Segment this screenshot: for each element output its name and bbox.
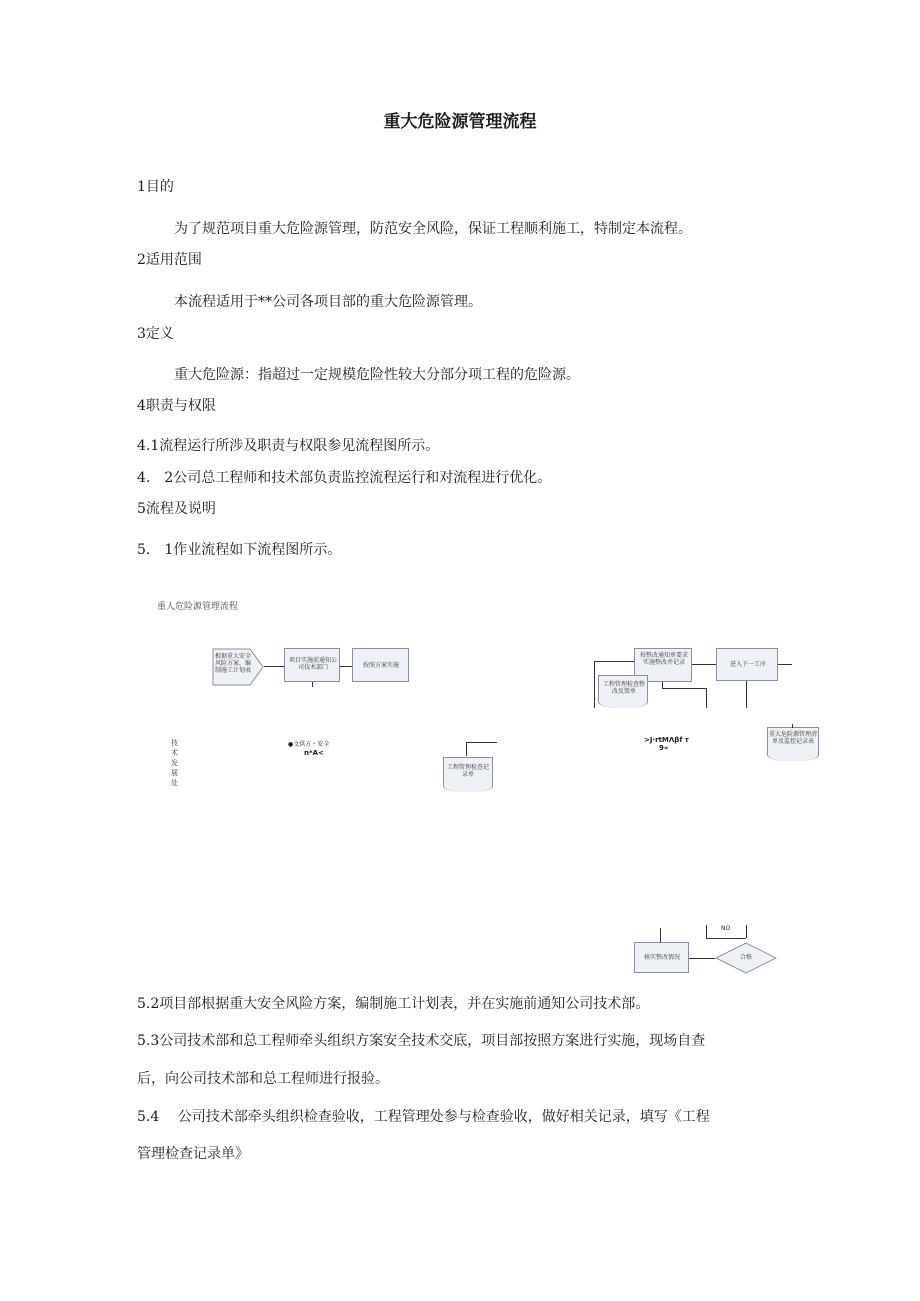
label-no: NO — [721, 925, 731, 932]
node-implement: 按照方案实施 — [362, 662, 399, 669]
connector — [746, 925, 747, 938]
connector — [264, 666, 284, 667]
connector — [312, 682, 313, 687]
connector — [660, 928, 661, 942]
connector — [466, 742, 497, 743]
section-4-heading: 4职责与权限 — [137, 398, 216, 414]
flowchart-caption: 重人危险源管理流程 — [157, 602, 239, 612]
connector — [466, 742, 467, 756]
node-verify: 核实整改情况 — [643, 954, 680, 961]
connector — [746, 681, 747, 708]
section-2-heading: 2适用范围 — [137, 252, 202, 268]
node-rectify-notice: 按整改通知单要求实施整改并记录 — [639, 652, 688, 666]
section-5-3-line-2: 后，向公司技术部和总工程师进行报验。 — [137, 1071, 389, 1087]
connector — [778, 664, 792, 665]
section-2-text: 本流程适用于**公司各项目部的重大危险源管理。 — [174, 294, 482, 310]
garbled-text-2: n*A< — [304, 749, 324, 757]
section-1-text: 为了规范项目重大危险源管理，防范安全风险，保证工程顺利施工，特制定本流程。 — [174, 221, 692, 237]
section-5-heading: 5流程及说明 — [137, 501, 216, 517]
section-4-1: 4.1流程运行所涉及职责与权限参见流程图所示。 — [137, 438, 440, 454]
node-plan: 根据重大安全风险方案，编制施工计划表 — [215, 653, 252, 674]
garbled-text-1: ●文供方・安全 — [288, 741, 330, 748]
garbled-text-4: 9« — [659, 744, 669, 752]
section-1-heading: 1目的 — [137, 179, 174, 195]
node-inspect-feedback: 工程管理检查整改反馈单 — [602, 681, 645, 695]
connector — [792, 724, 793, 728]
section-5-1: 5. 1作业流程如下流程图所示。 — [137, 542, 342, 558]
connector — [340, 666, 352, 667]
section-5-2: 5.2项目部根据重大安全风险方案，编制施工计划表，并在实施前通知公司技术部。 — [137, 996, 650, 1012]
node-next: 进入下一工序 — [729, 661, 766, 668]
section-5-4-line-1: 5.4 公司技术部牵头组织检查验收，工程管理处参与检查验收，做好相关记录，填写《工程 — [137, 1109, 710, 1125]
garbled-text-3: >J·rtMΛβf т — [644, 736, 689, 744]
section-5-4-line-2: 管理检查记录单》 — [137, 1146, 249, 1162]
connector — [662, 688, 707, 689]
section-3-heading: 3定义 — [137, 326, 174, 342]
node-register: 重大危险源管理清单及监控记录表 — [769, 731, 818, 745]
section-4-2: 4. 2公司总工程师和技术部负责监控流程运行和对流程进行优化。 — [137, 470, 552, 486]
connector — [689, 958, 715, 959]
section-5-3-line-1: 5.3公司技术部和总工程师牵头组织方案安全技术交底，项目部按照方案进行实施，现场自查 — [137, 1033, 706, 1049]
connector — [706, 925, 707, 938]
connector — [692, 664, 716, 665]
connector — [706, 938, 746, 939]
page-title: 重大危险源管理流程 — [383, 112, 537, 132]
node-pass: 合格 — [739, 954, 752, 961]
connector — [594, 661, 595, 708]
node-check-record: 工程管理检查记录单 — [446, 764, 489, 778]
connector — [706, 688, 707, 708]
section-3-text: 重大危险源：指超过一定规模危险性较大分部分项工程的危险源。 — [174, 367, 580, 383]
node-notify: 项目实施前通知公司技术部门 — [288, 657, 337, 671]
lane-label: 技术发展处 — [171, 739, 178, 787]
connector — [594, 661, 634, 662]
